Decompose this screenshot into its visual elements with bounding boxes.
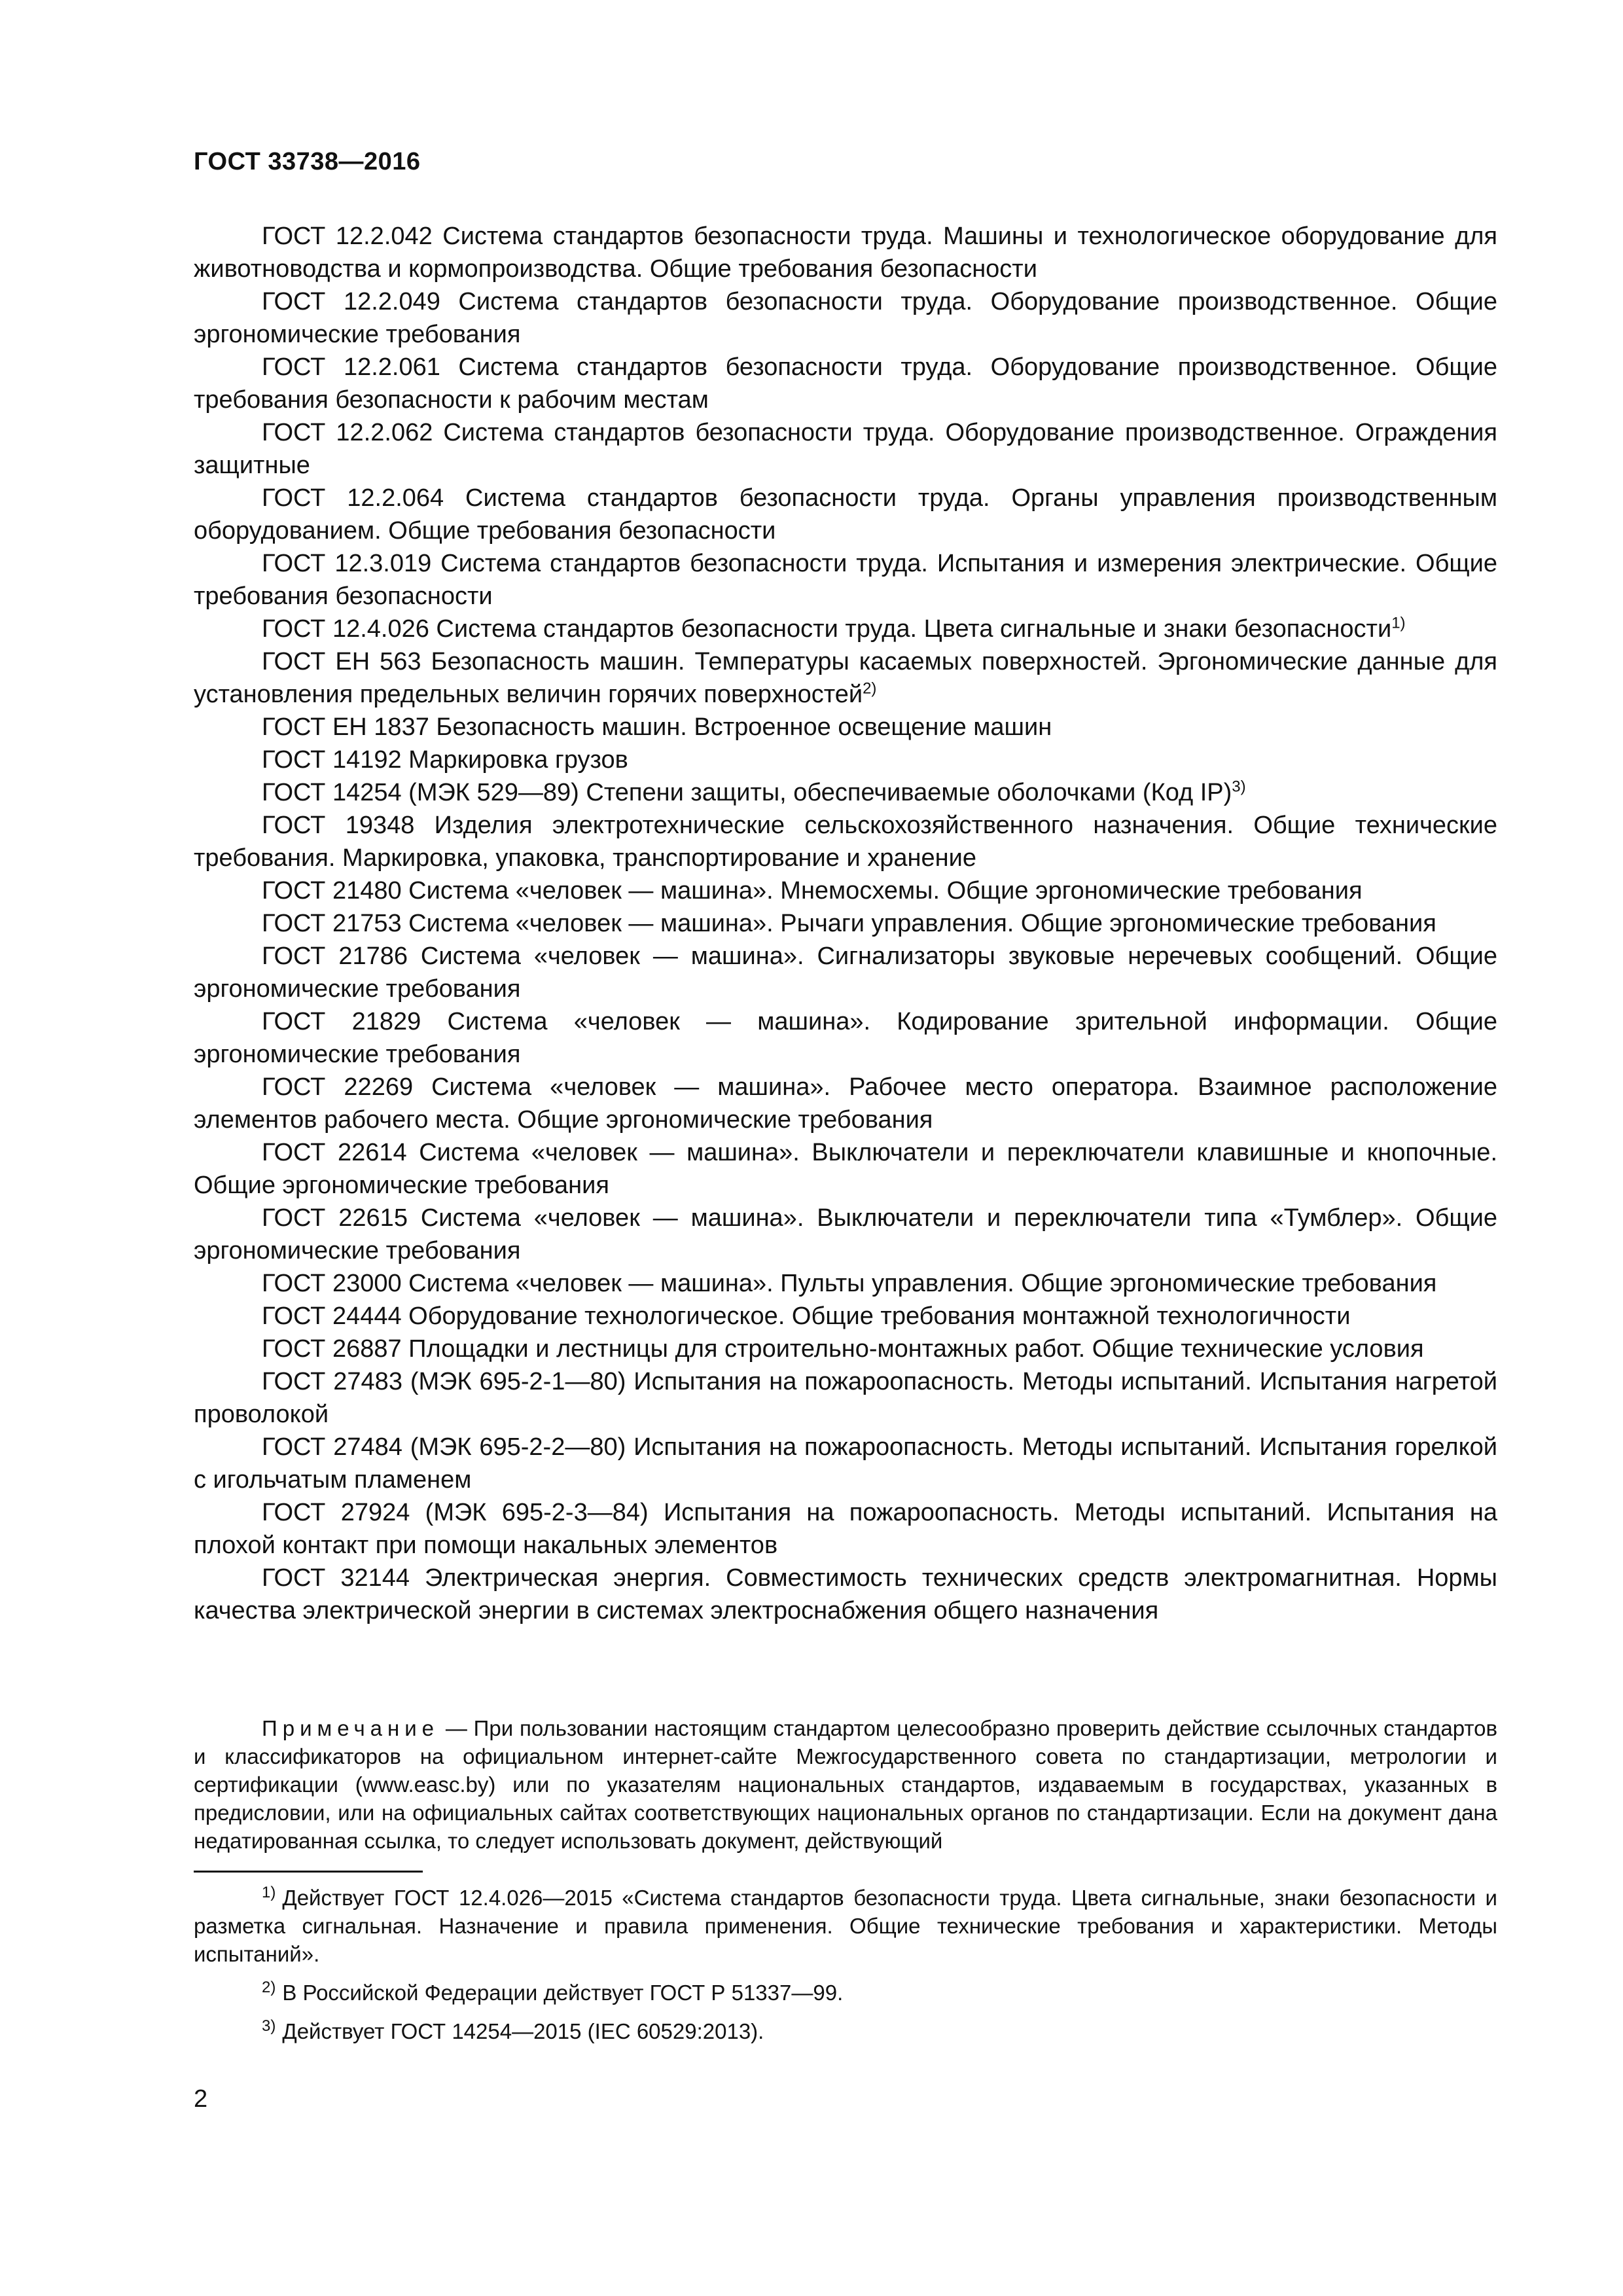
reference-item: ГОСТ 14254 (МЭК 529—89) Степени защиты, обеспечиваемые оболочками (Код IP)$^{3)}$ <box>262 778 1246 806</box>
reference-item: ГОСТ 21480 Система «человек — машина». Мнемосхемы. Общие эргономические требования <box>262 877 1363 905</box>
document-header: ГОСТ 33738—2016 <box>194 148 421 175</box>
reference-item: ГОСТ 22269 Система «человек — машина». Рабочее место оператора. Взаимное расположение элементов рабочего места. Общие эргономические требования <box>194 1073 1497 1134</box>
reference-item: ГОСТ 24444 Оборудование технологическое. Общие требования монтажной технологичности <box>262 1302 1351 1330</box>
page-number: 2 <box>194 2085 208 2113</box>
reference-item: ГОСТ 27924 (МЭК 695-2-3—84) Испытания на пожароопасность. Методы испытаний. Испытания на плохой контакт при помощи накальных элементов <box>194 1499 1497 1559</box>
reference-item: ГОСТ 21753 Система «человек — машина». Рычаги управления. Общие эргономические требования <box>262 910 1436 937</box>
footnote-item: $^{1)}$ Действует ГОСТ 12.4.026—2015 «Система стандартов безопасности труда. Цвета сигнальные, знаки безопасности и разметка сигнальная. Назначение и правила применения. Общие технические требования и характеристики. Методы испытаний». <box>194 1884 1497 1966</box>
footnote-item: $^{2)}$ В Российской Федерации действует ГОСТ Р 51337—99. <box>262 1979 844 2005</box>
reference-item: ГОСТ 32144 Электрическая энергия. Совместимость технических средств электромагнитная. Нормы качества электрической энергии в системах электроснабжения общего назначения <box>194 1564 1497 1624</box>
note-text: При пользовании настоящим стандартом целесообразно проверить действие ссылочных стандартов и классификаторов на официальном интернет-сайте Межгосударственного совета по стандартизации, метрологии и сертификации (www.easc.by) или по указателям национальных стандартов, издаваемым в государствах, указанных в предисловии, или на официальных сайтах соответствующих национальных органов по стандартизации. Если на документ дана недатированная ссылка, то следует использовать документ, действующий <box>194 1716 1497 1853</box>
footnote-mark: 1) <box>262 1884 276 1901</box>
reference-item: ГОСТ 12.2.064 Система стандартов безопасности труда. Органы управления производственным оборудованием. Общие требования безопасности <box>194 484 1497 545</box>
reference-item: ГОСТ 21829 Система «человек — машина». Кодирование зрительной информации. Общие эргономические требования <box>194 1008 1497 1068</box>
note-paragraph <box>194 1714 1497 1855</box>
reference-item: ГОСТ 12.2.062 Система стандартов безопасности труда. Оборудование производственное. Ограждения защитные <box>194 419 1497 479</box>
reference-item: ГОСТ 12.2.042 Система стандартов безопасности труда. Машины и технологическое оборудование для животноводства и кормопроизводства. Общие требования безопасности <box>194 223 1497 283</box>
reference-item: ГОСТ 12.4.026 Система стандартов безопасности труда. Цвета сигнальные и знаки безопасности$^{1)}$ <box>262 614 1406 643</box>
reference-item: ГОСТ 23000 Система «человек — машина». Пульты управления. Общие эргономические требования <box>262 1270 1437 1297</box>
reference-item: ГОСТ ЕН 1837 Безопасность машин. Встроенное освещение машин <box>262 713 1052 741</box>
note-dash: — <box>439 1716 474 1740</box>
reference-item: ГОСТ 22615 Система «человек — машина». Выключатели и переключатели типа «Тумблер». Общие эргономические требования <box>194 1204 1497 1265</box>
reference-item: ГОСТ 12.2.049 Система стандартов безопасности труда. Оборудование производственное. Общие эргономические требования <box>194 288 1497 348</box>
reference-item: ГОСТ 12.3.019 Система стандартов безопасности труда. Испытания и измерения электрические. Общие требования безопасности <box>194 550 1497 610</box>
footnote-mark: 3) <box>262 2017 276 2035</box>
normative-references-list <box>194 220 1497 1627</box>
reference-item: ГОСТ 21786 Система «человек — машина». Сигнализаторы звуковые неречевых сообщений. Общие эргономические требования <box>194 942 1497 1003</box>
footnote-mark: 2) <box>262 1979 276 1996</box>
footnote-item: $^{3)}$ Действует ГОСТ 14254—2015 (IEC 60529:2013). <box>262 2017 764 2043</box>
reference-item: ГОСТ 19348 Изделия электротехнические сельскохозяйственного назначения. Общие технические требования. Маркировка, упаковка, транспортирование и хранение <box>194 812 1497 872</box>
note-label: Примечание <box>262 1716 440 1740</box>
reference-item: ГОСТ 26887 Площадки и лестницы для строительно-монтажных работ. Общие технические условия <box>262 1335 1424 1363</box>
footnote-ref-3: 3) <box>1232 778 1246 796</box>
reference-item: ГОСТ 12.2.061 Система стандартов безопасности труда. Оборудование производственное. Общие требования безопасности к рабочим местам <box>194 353 1497 414</box>
reference-item: ГОСТ 27484 (МЭК 695-2-2—80) Испытания на пожароопасность. Методы испытаний. Испытания горелкой с игольчатым пламенем <box>194 1433 1497 1494</box>
footnote-separator <box>194 1871 423 1873</box>
footnote-ref-2: 2) <box>863 679 877 698</box>
reference-item: ГОСТ 14192 Маркировка грузов <box>262 746 628 774</box>
reference-item: ГОСТ ЕН 563 Безопасность машин. Температуры касаемых поверхностей. Эргономические данные для установления предельных величин горячих поверхностей$^{2)}$ <box>194 648 1497 708</box>
reference-item: ГОСТ 22614 Система «человек — машина». Выключатели и переключатели клавишные и кнопочные. Общие эргономические требования <box>194 1139 1497 1199</box>
footnotes <box>194 1884 1497 2056</box>
reference-item: ГОСТ 27483 (МЭК 695-2-1—80) Испытания на пожароопасность. Методы испытаний. Испытания нагретой проволокой <box>194 1368 1497 1428</box>
footnote-ref-1: 1) <box>1391 614 1406 632</box>
